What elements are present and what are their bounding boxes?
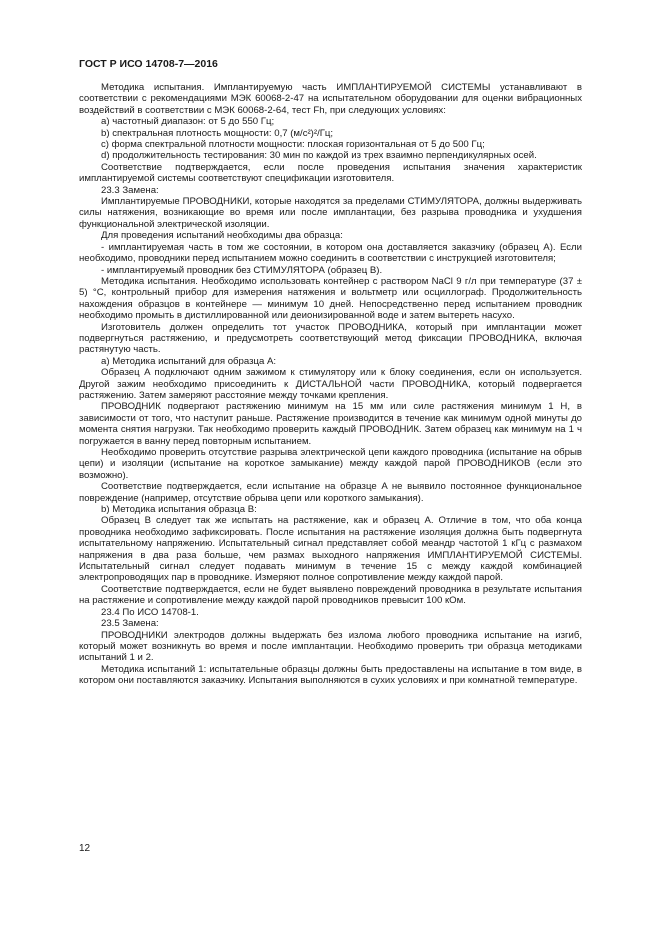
document-body xyxy=(79,82,582,687)
clause-23-5: 23.5 Замена: xyxy=(101,618,159,630)
paragraph-leads-tension: Имплантируемые ПРОВОДНИКИ, которые находятся за пределами СТИМУЛЯТОРА, должны выдерживать силы натяжения, возникающие во время или после имплантации, без разрыва проводника и ухудшения функциональной электрической изоляции. xyxy=(79,196,582,230)
paragraph-flex-test: ПРОВОДНИКИ электродов должны выдержать без излома любого проводника испытание на изгиб, который может возникнуть во время и после имплантации. Необходимо проверить три образца методиками испытаний 1 и 2. xyxy=(79,629,582,664)
paragraph-compliance: Соответствие подтверждается, если после проведения испытания значения характеристик имплантируемой системы соответствуют спецификации изготовителя. xyxy=(79,161,582,185)
paragraph-check-circuit: Необходимо проверить отсутствие разрыва электрической цепи каждого проводника (испытание на обрыв цепи) и изоляции (испытание на короткое замыкание) между каждой парой ПРОВОДНИКОВ (если это возможно). xyxy=(79,447,582,481)
list-item-sample-a: - имплантируемая часть в том же состоянии, в котором она доставляется заказчику (образец А). Если необходимо, проводники перед испытанием можно соединить в соответствии с инструкцией изготовителя; xyxy=(79,241,582,265)
paragraph-method-vibration: Методика испытания. Имплантируемую часть ИМПЛАНТИРУЕМОЙ СИСТЕМЫ устанавливают в соответствии с рекомендациями МЭК 60068-2-47 на испытательном оборудовании для оценки вибрационных воздействий в соответствии с МЭК 60068-2-64, тест Fh, при следующих условиях: xyxy=(79,82,582,116)
paragraph-two-samples: Для проведения испытаний необходимы два образца: xyxy=(101,230,343,242)
paragraph-test-method: Методика испытания. Необходимо использовать контейнер с раствором NaCl 9 г/л при температуре (37 ± 5) °С, контрольный прибор для измерения натяжения и вольтметр или осциллограф. Продолжительность нахождения образцов в контейнере — минимум 10 дней. Непосредственно перед испытанием проводник необходимо промыть в дистиллированной или деионизированной воде и затем вытереть насухо. xyxy=(79,275,582,322)
paragraph-stretch: ПРОВОДНИК подвергают растяжению минимум на 15 мм или силе растяжения минимум 1 Н, в зависимости от того, что наступит раньше. Растяжение производится в течение как минимум одной минуты до момента снятия нагрузки. Так необходимо проверить каждый ПРОВОДНИК. Затем образец как минимум на 1 ч погружается в ванну перед повторным испытанием. xyxy=(79,401,582,447)
paragraph-sample-a-clamp: Образец A подключают одним зажимом к стимулятору или к блоку соединения, если он используется. Другой зажим необходимо присоединить к ДИСТАЛЬНОЙ части ПРОВОДНИКА, который подвергается растяжению. Затем замеряют расстояние между точками крепления. xyxy=(79,367,582,401)
document-header: ГОСТ Р ИСО 14708-7—2016 xyxy=(79,58,218,70)
paragraph-sample-b: Образец B следует так же испытать на растяжение, как и образец A. Отличие в том, что оба конца проводника необходимо зафиксировать. После испытания на растяжение изоляция должна быть подвергнута испытательному напряжению. Испытательный сигнал представляет собой меандр частотой 1 кГц с размахом напряжения в два раза больше, чем размах выходного напряжения ИМПЛАНТИРУЕМОЙ СИСТЕМЫ. Испытательный сигнал следует подавать минимум в течение 15 с между каждой комбинацией электропроводящих пар в проводнике. Измеряют полное сопротивление между каждой парой. xyxy=(79,515,582,584)
paragraph-compliance-b: Соответствие подтверждается, если не будет выявлено повреждений проводника в результате испытания на растяжение и сопротивление между каждой парой проводников превысит 100 кОм. xyxy=(79,583,582,607)
subheading-method-b: b) Методика испытания образца B: xyxy=(101,504,257,516)
paragraph-manufacturer: Изготовитель должен определить тот участок ПРОВОДНИКА, который при имплантации может подвергнуться растяжению, и предусмотреть соответствующий метод фиксации ПРОВОДНИКА, включая растянутую часть. xyxy=(79,321,582,356)
page-number: 12 xyxy=(79,843,91,854)
list-item-sample-b: - имплантируемый проводник без СТИМУЛЯТОРА (образец B). xyxy=(101,264,383,276)
list-item-d: d) продолжительность тестирования: 30 мин по каждой из трех взаимно перпендикулярных осей. xyxy=(101,150,537,162)
list-item-a: a) частотный диапазон: от 5 до 550 Гц; xyxy=(101,116,275,128)
list-item-b: b) спектральная плотность мощности: 0,7 (м/с²)²/Гц; xyxy=(101,127,334,139)
subheading-method-a: a) Методика испытаний для образца A: xyxy=(101,355,277,367)
clause-23-3: 23.3 Замена: xyxy=(101,184,159,196)
paragraph-method-1: Методика испытаний 1: испытательные образцы должны быть предоставлены на испытание в том виде, в котором они поставляются заказчику. Испытания выполняются в сухих условиях и при комнатной температуре. xyxy=(79,663,582,687)
list-item-c: c) форма спектральной плотности мощности: плоская горизонтальная от 5 до 500 Гц; xyxy=(101,139,485,151)
paragraph-compliance-a: Соответствие подтверждается, если испытание на образце A не выявило постоянное функциональное повреждение (например, отсутствие обрыва цепи или короткого замыкания). xyxy=(79,481,582,504)
clause-23-4: 23.4 По ИСО 14708-1. xyxy=(101,606,199,618)
